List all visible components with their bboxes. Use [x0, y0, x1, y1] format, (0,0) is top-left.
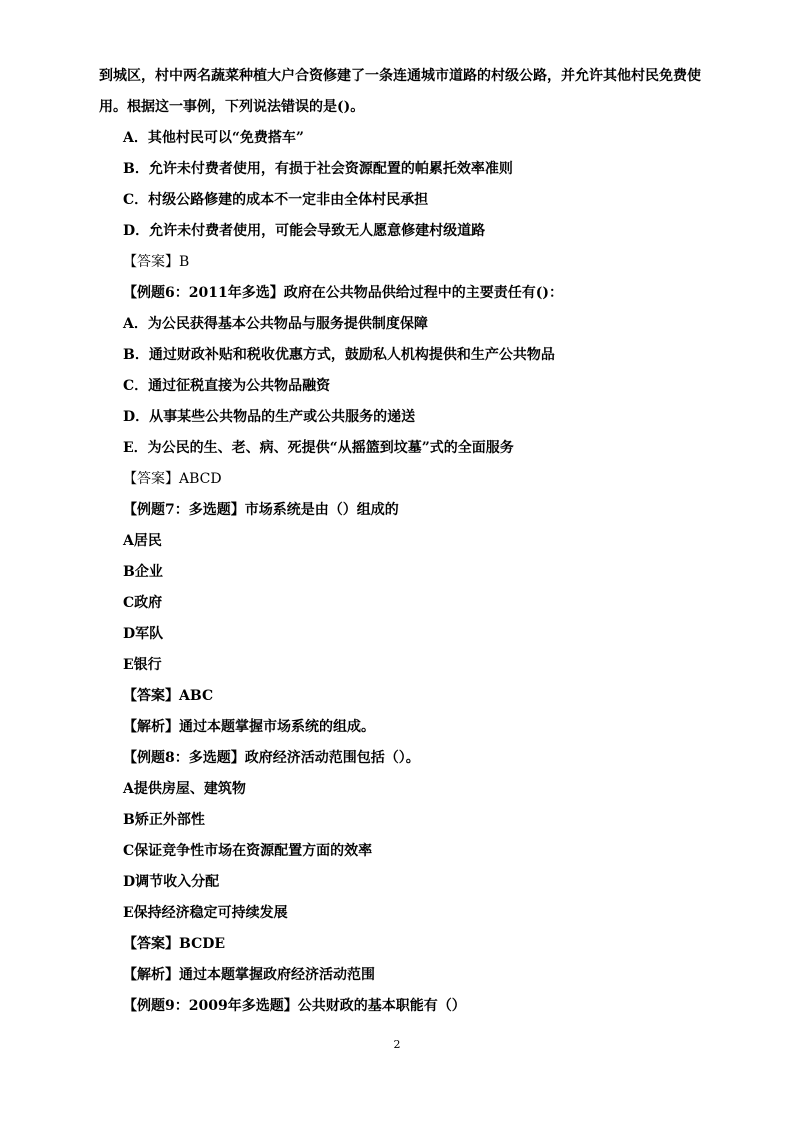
analysis-line: 【解析】通过本题掌握市场系统的组成。	[123, 719, 375, 735]
answer-line: 【答案】BCDE	[123, 936, 226, 952]
option-line: E保持经济稳定可持续发展	[123, 905, 288, 921]
analysis-line: 【解析】通过本题掌握政府经济活动范围	[123, 967, 375, 983]
option-line: B企业	[123, 564, 163, 580]
question-heading: 【例题7：多选题】市场系统是由（）组成的	[123, 502, 399, 518]
option-line: D．允许未付费者使用，可能会导致无人愿意修建村级道路	[123, 223, 486, 239]
option-line: D．从事某些公共物品的生产或公共服务的递送	[123, 409, 416, 425]
question-heading: 【例题6：2011年多选】政府在公共物品供给过程中的主要责任有()：	[123, 285, 563, 301]
option-line: A．其他村民可以“免费搭车”	[123, 130, 304, 146]
option-line: E银行	[123, 657, 162, 673]
page-number: 2	[393, 1038, 401, 1051]
option-line: D军队	[123, 626, 164, 642]
option-line: A提供房屋、建筑物	[123, 781, 246, 797]
option-line: C．村级公路修建的成本不一定非由全体村民承担	[123, 192, 429, 208]
question-heading: 【例题9：2009年多选题】公共财政的基本职能有（）	[123, 998, 466, 1014]
option-line: A居民	[123, 533, 162, 549]
option-line: C保证竞争性市场在资源配置方面的效率	[123, 843, 373, 859]
text-line: 用。根据这一事例，下列说法错误的是()。	[99, 99, 365, 115]
option-line: E．为公民的生、老、病、死提供“从摇篮到坟墓”式的全面服务	[123, 440, 514, 456]
answer-line: 【答案】ABC	[123, 688, 214, 704]
question-heading: 【例题8：多选题】政府经济活动范围包括（）。	[123, 750, 420, 766]
option-line: B．允许未付费者使用，有损于社会资源配置的帕累托效率准则	[123, 161, 513, 177]
option-line: B．通过财政补贴和税收优惠方式，鼓励私人机构提供和生产公共物品	[123, 347, 555, 363]
option-line: C．通过征税直接为公共物品融资	[123, 378, 331, 394]
option-line: A．为公民获得基本公共物品与服务提供制度保障	[123, 316, 428, 332]
option-line: D调节收入分配	[123, 874, 220, 890]
option-line: C政府	[123, 595, 163, 611]
answer-line: 【答案】B	[123, 254, 190, 270]
option-line: B矫正外部性	[123, 812, 205, 828]
answer-line: 【答案】ABCD	[123, 471, 222, 487]
text-line: 到城区，村中两名蔬菜种植大户合资修建了一条连通城市道路的村级公路，并允许其他村民免费使	[99, 68, 701, 84]
